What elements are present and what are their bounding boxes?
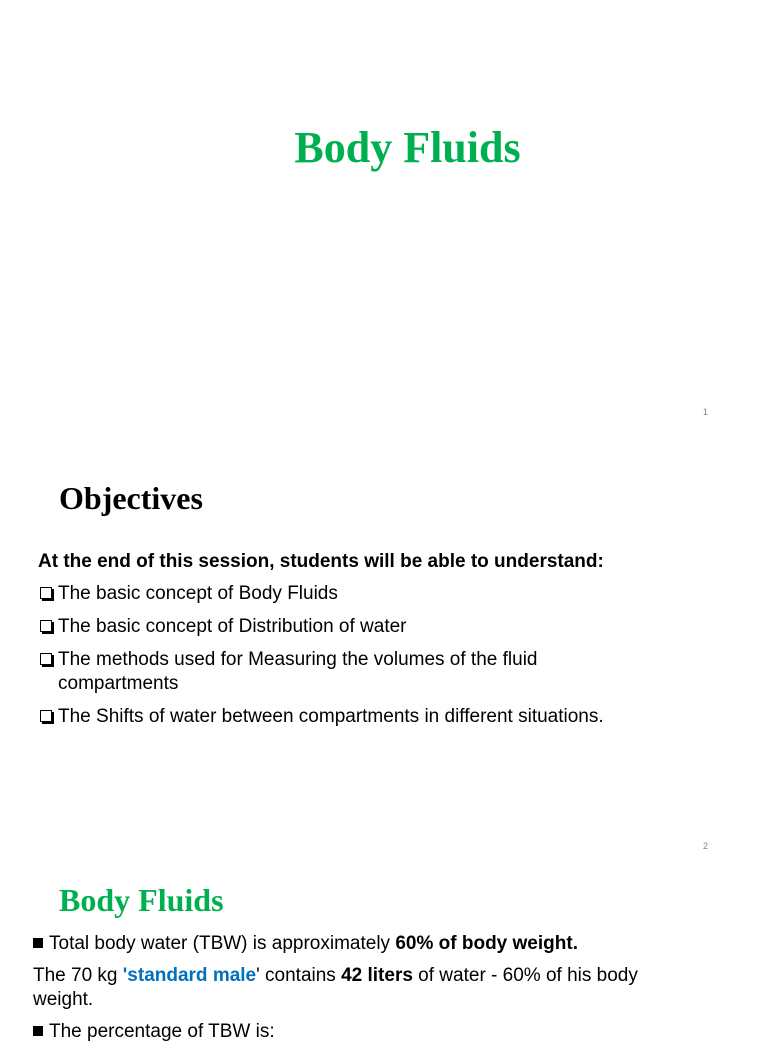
objective-item <box>38 582 738 606</box>
tbw-percent: 60% of body weight. <box>395 933 578 954</box>
square-bullet-icon <box>33 938 43 948</box>
body-fluids-content <box>33 932 693 1052</box>
objective-item <box>38 705 738 729</box>
objective-item <box>38 648 738 696</box>
body-fluids-heading: Body Fluids <box>59 882 224 918</box>
square-bullet-icon <box>33 1026 43 1036</box>
objectives-heading: Objectives <box>59 480 203 516</box>
objective-item <box>38 615 738 639</box>
standard-male-text-b: ' contains <box>256 965 342 986</box>
standard-male-highlight: 'standard male <box>122 965 257 986</box>
objectives-intro: At the end of this session, students will be able to understand: <box>38 551 604 572</box>
objectives-list <box>38 582 738 738</box>
slide-page-number: 1 <box>703 407 709 417</box>
checkbox-bullet-icon <box>40 620 52 632</box>
objective-text: The basic concept of Body Fluids <box>58 583 338 604</box>
checkbox-bullet-icon <box>40 710 52 722</box>
slide-objectives <box>0 432 768 864</box>
objective-text: The Shifts of water between compartments in different situations. <box>58 706 604 727</box>
standard-male-line <box>33 964 693 1012</box>
liters-value: 42 liters <box>341 965 413 986</box>
slide-title-heading: Body Fluids <box>294 123 521 172</box>
objective-text: The methods used for Measuring the volumes of the fluid compartments <box>58 649 538 694</box>
slide-body-fluids <box>0 864 768 1042</box>
tbw-text: Total body water (TBW) is approximately <box>49 933 396 954</box>
standard-male-text-c: of water - 60% of his body weight. <box>33 965 638 1010</box>
slide-title <box>0 0 768 432</box>
checkbox-bullet-icon <box>40 587 52 599</box>
tbw-percentage-text: The percentage of TBW is: <box>49 1021 275 1042</box>
slide-page-number: 2 <box>703 841 709 851</box>
tbw-line <box>33 932 693 956</box>
standard-male-text-a: The 70 kg <box>33 965 123 986</box>
checkbox-bullet-icon <box>40 653 52 665</box>
objective-text: The basic concept of Distribution of water <box>58 616 407 637</box>
